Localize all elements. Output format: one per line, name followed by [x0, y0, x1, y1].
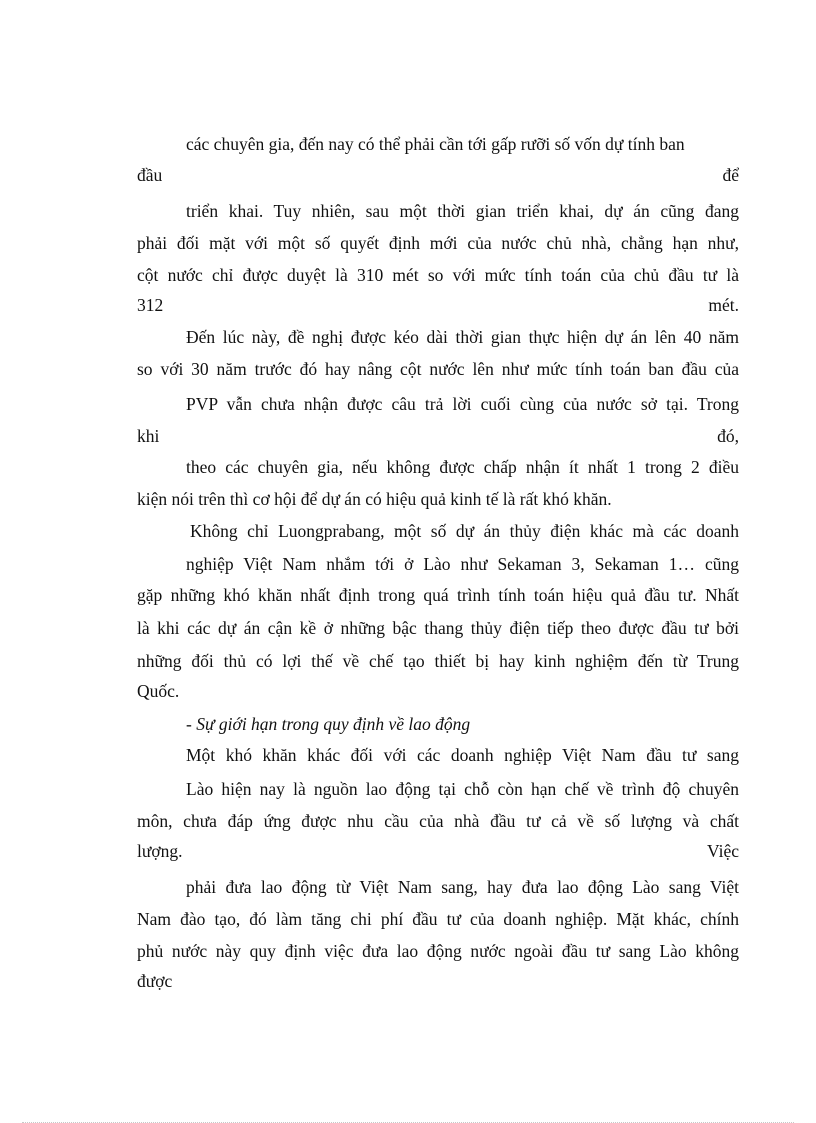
text-line: Đến lúc này, đề nghị được kéo dài thời gian thực hiện dự án lên 40 năm	[186, 327, 739, 347]
text-word: đó,	[717, 426, 739, 446]
text-line-split	[137, 425, 739, 447]
text-line-split	[137, 164, 739, 186]
text-line: là khi các dự án cận kề ở những bậc thang thủy điện tiếp theo được đầu tư bởi	[137, 618, 739, 638]
text-line: PVP vẫn chưa nhận được câu trả lời cuối cùng của nước sở tại. Trong	[186, 394, 739, 414]
text-line: theo các chuyên gia, nếu không được chấp nhận ít nhất 1 trong 2 điều	[186, 457, 739, 477]
text-line: được	[137, 971, 173, 991]
text-line-split	[137, 294, 739, 316]
text-line: so với 30 năm trước đó hay nâng cột nước lên như mức tính toán ban đầu của	[137, 359, 739, 379]
text-line: phải đối mặt với một số quyết định mới của nước chủ nhà, chẳng hạn như,	[137, 233, 739, 253]
text-word: để	[722, 165, 739, 185]
text-line: cột nước chỉ được duyệt là 310 mét so với mức tính toán của chủ đầu tư là	[137, 265, 739, 285]
text-line-split	[137, 840, 739, 862]
text-line: triển khai. Tuy nhiên, sau một thời gian triển khai, dự án cũng đang	[186, 201, 739, 221]
text-line: các chuyên gia, đến nay có thể phải cần tới gấp rưỡi số vốn dự tính ban	[186, 134, 685, 154]
text-line: môn, chưa đáp ứng được nhu cầu của nhà đầu tư cả về số lượng và chất	[137, 811, 739, 831]
text-line: kiện nói trên thì cơ hội để dự án có hiệu quả kinh tế là rất khó khăn.	[137, 489, 612, 509]
text-word: khi	[137, 426, 160, 446]
section-heading: - Sự giới hạn trong quy định về lao động	[186, 714, 471, 734]
text-word: lượng.	[137, 841, 183, 861]
text-line: phủ nước này quy định việc đưa lao động nước ngoài đầu tư sang Lào không	[137, 941, 739, 961]
text-word: 312	[137, 295, 164, 315]
text-line: Một khó khăn khác đối với các doanh nghiệp Việt Nam đầu tư sang	[186, 745, 739, 765]
text-line: Lào hiện nay là nguồn lao động tại chỗ còn hạn chế về trình độ chuyên	[186, 779, 739, 799]
text-word: đầu	[137, 165, 163, 185]
text-line: những đối thủ có lợi thế về chế tạo thiết bị hay kinh nghiệm đến từ Trung	[137, 651, 739, 671]
text-word: Việc	[707, 841, 739, 861]
text-line: nghiệp Việt Nam nhắm tới ở Lào như Sekaman 3, Sekaman 1… cũng	[186, 554, 739, 574]
text-line: gặp những khó khăn nhất định trong quá trình tính toán hiệu quả đầu tư. Nhất	[137, 585, 739, 605]
text-line: Không chỉ Luongprabang, một số dự án thủy điện khác mà các doanh	[190, 521, 739, 541]
text-line: Quốc.	[137, 681, 180, 701]
text-line: Nam đào tạo, đó làm tăng chi phí đầu tư của doanh nghiệp. Mặt khác, chính	[137, 909, 739, 929]
text-line: phải đưa lao động từ Việt Nam sang, hay đưa lao động Lào sang Việt	[186, 877, 739, 897]
text-word: mét.	[708, 295, 739, 315]
